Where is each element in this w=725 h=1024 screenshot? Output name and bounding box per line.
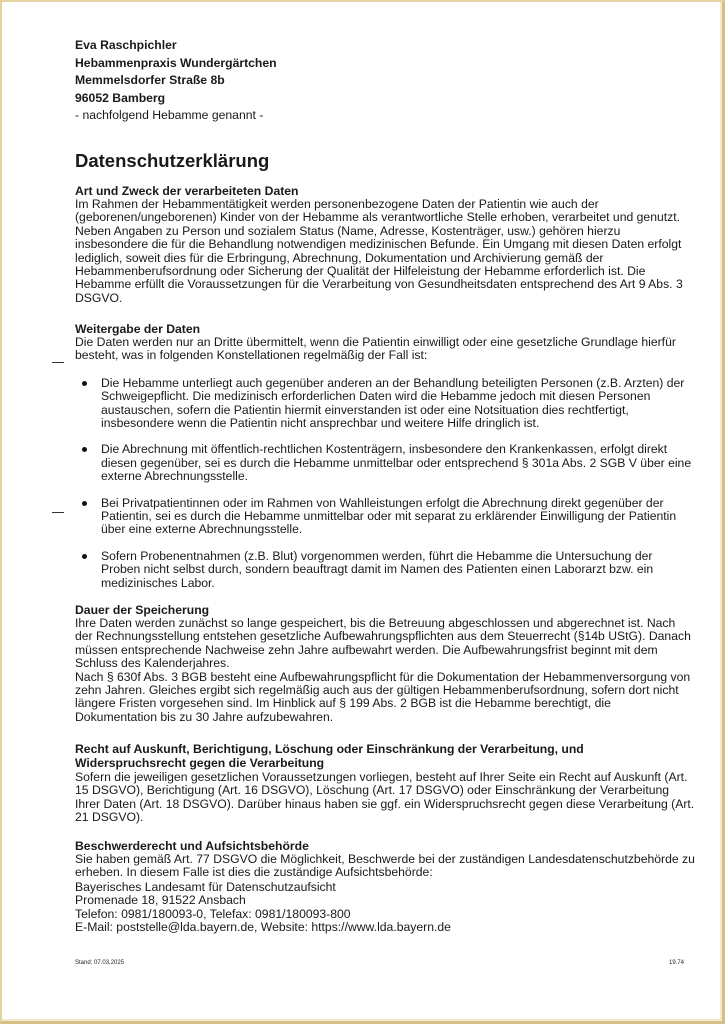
section-heading: Dauer der Speicherung bbox=[75, 603, 210, 617]
midwife-name: Eva Raschpichler bbox=[75, 38, 177, 52]
section-body: Sie haben gemäß Art. 77 DSGVO die Möglichkeit, Beschwerde bei der zuständigen Landesdatenschutzbehörde zu erheben. In diesem Falle ist dies die zuständige Aufsichtsbehörde: bbox=[75, 852, 695, 880]
street: Memmelsdorfer Straße 8b bbox=[75, 73, 225, 87]
section-heading: Recht auf Auskunft, Berichtigung, Löschung oder Einschränkung der Verarbeitung, und Widerspruchsrecht gegen die Verarbeitung bbox=[75, 742, 584, 770]
section-body: Sofern die jeweiligen gesetzlichen Voraussetzungen vorliegen, besteht auf Ihrer Seite ein Recht auf Auskunft (Art. 15 DSGVO), Berichtigung (Art. 16 DSGVO), Löschung (Art. 17 DSGVO) oder Einschränkung der Verarbeitung Ihrer Daten (Art. 18 DSGVO). Darüber hinaus haben sie ggf. ein Widerspruchsrecht gegen diese Verarbeitung (Art. 21 DSGVO). bbox=[75, 770, 695, 825]
authority-address: Promenade 18, 91522 Ansbach bbox=[75, 893, 246, 908]
city: 96052 Bamberg bbox=[75, 90, 166, 105]
section-heading: Weitergabe der Daten bbox=[75, 322, 201, 336]
section-body: Die Daten werden nur an Dritte übermittelt, wenn die Patientin einwilligt oder eine gesetzliche Grundlage hierfür besteht, was in folgenden Konstellationen regelmäßig der Fall ist: bbox=[75, 335, 676, 363]
margin-mark bbox=[52, 512, 64, 513]
section-body-2: Nach § 630f Abs. 3 BGB besteht eine Aufbewahrungspflicht für die Dokumentation der Hebammenversorgung von zehn Jahren. Gleiches ergibt sich regelmäßig auch aus der gültigen Hebammenberufsordnung, sofern dort nicht längere Fristen vorgesehen sind. Im Hinblick auf § 199 Abs. 2 BGB ist die Hebamme berechtigt, die Dokumentation bis zu 30 Jahre aufzubewahren. bbox=[75, 669, 691, 724]
disclosure-list bbox=[75, 377, 695, 590]
document-title: Datenschutzerklärung bbox=[75, 149, 270, 171]
margin-mark bbox=[52, 362, 64, 363]
section-retention bbox=[75, 603, 695, 724]
section-body: Im Rahmen der Hebammentätigkeit werden personenbezogene Daten der Patientin wie auch der (geborenen/ungeborenen) Kinder von der Hebamme als verantwortliche Stelle erhoben, verarbeitet und genutzt. Neben Angaben zu Person und sozialem Status (Name, Adresse, Kostenträger, usw.) gehören hierzu insbesondere die für die Behandlung notwendigen medizinischen Befunde. Ein Umgang mit diesen Daten erfolgt lediglich, soweit dies für die Erbringung, Abrechnung, Dokumentation und Archivierung gemäß der Hebammenberufsordnung oder Sicherung der Qualität der Hilfeleistung der Hebamme erforderlich ist. Die Hebamme erfüllt die Voraussetzungen für die Verarbeitung von Gesundheitsdaten entsprechend des Art 9 Abs. 3 DSGVO. bbox=[75, 197, 683, 305]
list-item: Sofern Probenentnahmen (z.B. Blut) vorgenommen werden, führt die Hebamme die Untersuchung der Proben nicht selbst durch, sondern beauftragt damit im Namen des Patienten einen Laborarzt bzw. ein medizinisches Labor. bbox=[75, 550, 695, 590]
section-body: Ihre Daten werden zunächst so lange gespeichert, bis die Betreuung abgeschlossen und abgerechnet ist. Nach der Rechnungsstellung entstehen gesetzliche Aufbewahrungspflichten aus dem Steuerrecht (§14b UStG). Danach müssen entsprechende Nachweise zehn Jahre aufbewahrt werden. Die Aufbewahrungsfrist beginnt mit dem Schluss des Kalenderjahres. bbox=[75, 616, 691, 671]
practice-name: Hebammenpraxis Wundergärtchen bbox=[75, 55, 277, 70]
address-block bbox=[75, 37, 695, 172]
authority-phone: Telefon: 0981/180093-0, Telefax: 0981/180093-800 bbox=[75, 906, 351, 921]
section-disclosure bbox=[75, 322, 695, 590]
authority-name: Bayerisches Landesamt für Datenschutzaufsicht bbox=[75, 879, 336, 894]
section-purpose bbox=[75, 184, 695, 305]
section-heading: Art und Zweck der verarbeiteten Daten bbox=[75, 184, 299, 198]
designation-note: - nachfolgend Hebamme genannt - bbox=[75, 108, 264, 122]
section-heading: Beschwerderecht und Aufsichtsbehörde bbox=[75, 839, 309, 853]
list-item: Die Hebamme unterliegt auch gegenüber anderen an der Behandlung beteiligten Personen (z.B. Arzten) der Schweigepflicht. Die medizinisch erforderlichen Daten wird die Hebamme jedoch mit diesen Personen austauschen, sofern die Patientin hiermit einverstanden ist oder eine Notsituation dies rechtfertigt, insbesondere wenn die Patientin nicht ansprechbar und weitere Hilfe dringlich ist. bbox=[75, 377, 695, 431]
footer-date: Stand: 07.03.2025 bbox=[75, 960, 125, 966]
list-item: Die Abrechnung mit öffentlich-rechtlichen Kostenträgern, insbesondere den Krankenkassen, erfolgt direkt diesen gegenüber, sei es durch die Hebamme unmittelbar oder entsprechend § 301a Abs. 2 SGB V über eine externe Abrechnungsstelle. bbox=[75, 443, 695, 483]
authority-contact: E-Mail: poststelle@lda.bayern.de, Website: https://www.lda.bayern.de bbox=[75, 920, 451, 935]
list-item: Bei Privatpatientinnen oder im Rahmen von Wahlleistungen erfolgt die Abrechnung direkt gegenüber der Patientin, sei es durch die Hebamme unmittelbar oder mit separat zu erklärender Einwilligung der Patientin über eine externe Abrechnungsstelle. bbox=[75, 497, 695, 537]
footer-code: 19.74 bbox=[669, 960, 685, 966]
section-rights bbox=[75, 742, 695, 825]
section-complaint bbox=[75, 839, 695, 934]
authority-block bbox=[75, 881, 695, 935]
